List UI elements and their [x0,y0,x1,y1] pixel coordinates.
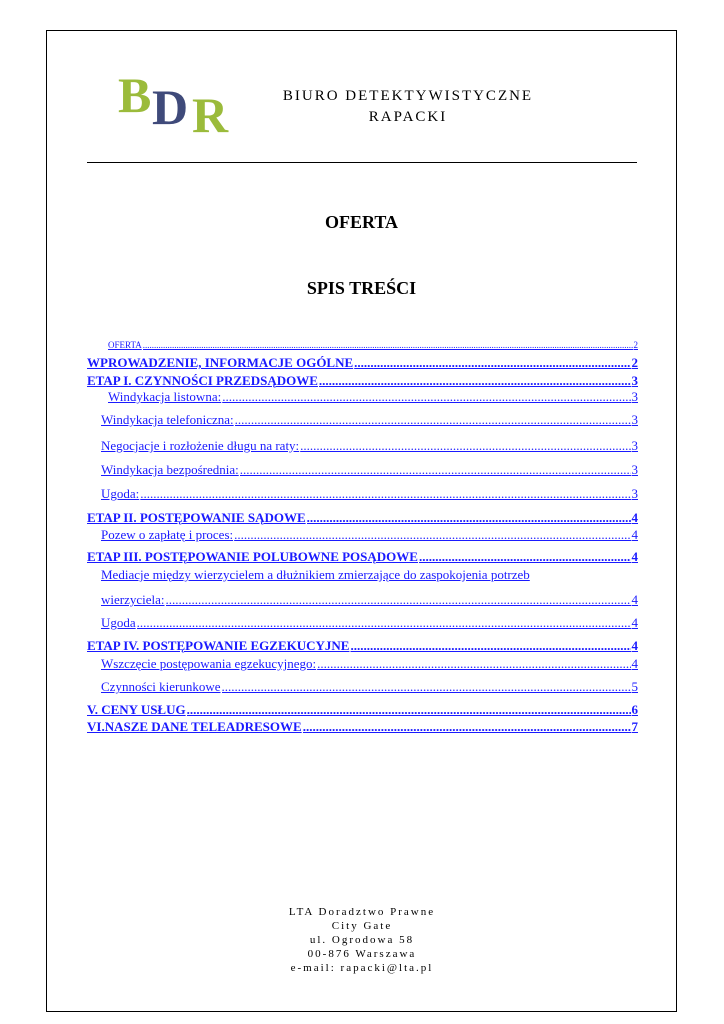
toc-leader-dots [350,638,630,654]
toc-entry-page: 4 [631,615,638,630]
toc-leader-dots [187,702,631,718]
toc-entry-label: V. CENY USŁUG [87,702,186,717]
toc-entry-etap-4[interactable] [87,638,638,654]
toc-entry-page: 3 [631,438,638,453]
toc-entry-label: ETAP II. POSTĘPOWANIE SĄDOWE [87,510,306,525]
company-name-line1: BIURO DETEKTYWISTYCZNE [282,88,534,104]
company-logo [118,64,240,143]
toc-entry-label: WPROWADZENIE, INFORMACJE OGÓLNE [87,355,354,370]
toc-entry-mediacje-line1[interactable]: Mediacje między wierzycielem a dłużnikiem zmierzające do zaspokojenia potrzeb [101,567,530,582]
toc-entry-wprowadzenie[interactable] [87,355,638,371]
footer-company: LTA Doradztwo Prawne [288,906,436,918]
toc-entry-windykacja-bezposrednia[interactable] [101,462,638,478]
toc-entry-ceny-uslug[interactable] [87,702,638,718]
toc-entry-label: OFERTA [108,340,142,350]
logo-letter-d: D [152,79,189,135]
toc-entry-ugoda[interactable] [101,486,638,502]
footer-building: City Gate [331,920,393,932]
toc-entry-pozew[interactable] [101,527,638,543]
toc-entry-label: Negocjacje i rozłożenie długu na raty: [101,438,300,453]
toc-leader-dots [419,549,631,565]
toc-entry-page: 7 [631,719,638,734]
toc-entry-page: 4 [631,592,638,607]
toc-entry-windykacja-telefoniczna[interactable] [101,412,638,428]
toc-leader-dots [137,615,631,631]
toc-entry-windykacja-listowna[interactable] [108,389,638,405]
toc-entry-label: VI.NASZE DANE TELEADRESOWE [87,719,302,734]
toc-entry-page: 2 [631,355,638,370]
toc-entry-etap-2[interactable] [87,510,638,526]
toc-entry-page: 4 [631,549,638,564]
toc-leader-dots [303,719,631,735]
toc-leader-dots [240,462,631,478]
footer-address [246,905,478,975]
toc-leader-dots [222,679,631,695]
toc-title: SPIS TREŚCI [306,278,417,298]
toc-entry-label: Czynności kierunkowe [101,679,221,694]
toc-entry-label: ETAP IV. POSTĘPOWANIE EGZEKUCYJNE [87,638,350,653]
toc-entry-label: Ugoda: [101,486,140,501]
toc-entry-ugoda-2[interactable] [101,615,638,631]
toc-entry-page: 3 [631,412,638,427]
toc-entry-dane-teleadresowe[interactable] [87,719,638,735]
footer-street: ul. Ogrodowa 58 [309,934,415,946]
toc-leader-dots [307,510,631,526]
footer-email[interactable]: e-mail: rapacki@lta.pl [290,962,434,974]
toc-entry-page: 5 [631,679,638,694]
toc-entry-label: Pozew o zapłatę i proces: [101,527,234,542]
toc-entry-label: ETAP I. CZYNNOŚCI PRZEDSĄDOWE [87,373,318,388]
toc-entry-page: 3 [631,462,638,477]
toc-entry-label: ETAP III. POSTĘPOWANIE POLUBOWNE POSĄDOWE [87,549,418,564]
toc-entry-page: 4 [631,510,638,525]
toc-entry-negocjacje[interactable] [101,438,638,454]
toc-leader-dots [143,340,633,350]
logo-letter-b: B [118,67,152,123]
toc-leader-dots [166,592,631,608]
toc-entry-czynnosci-kierunkowe[interactable] [101,679,638,695]
toc-entry-page: 6 [631,702,638,717]
toc-entry-etap-1[interactable] [87,373,638,389]
toc-entry-label: Ugoda [101,615,136,630]
toc-entry-label: Windykacja listowna: [108,389,222,404]
toc-entry-label: wierzyciela: [101,592,165,607]
document-title: OFERTA [324,212,399,232]
toc-entry-page: 4 [631,656,638,671]
toc-entry-page: 4 [631,638,638,653]
toc-entry-page: 3 [631,373,638,388]
toc-entry-page: 2 [633,340,638,350]
toc-entry-page: 3 [631,389,638,404]
toc-entry-label: Windykacja bezpośrednia: [101,462,239,477]
toc-leader-dots [319,373,631,389]
toc-leader-dots [235,412,631,428]
toc-entry-etap-3[interactable] [87,549,638,565]
toc-entry-page: 3 [631,486,638,501]
toc-entry-label: Windykacja telefoniczna: [101,412,234,427]
toc-leader-dots [234,527,630,543]
toc-entry-mediacje[interactable] [101,592,638,608]
toc-entry-oferta[interactable] [108,340,638,350]
toc-entry-page: 4 [631,527,638,542]
toc-leader-dots [354,355,630,371]
footer-city: 00-876 Warszawa [307,948,417,960]
header-divider [87,162,637,163]
toc-leader-dots [317,656,630,672]
company-name-line2: RAPACKI [368,109,448,125]
company-name [258,86,558,128]
toc-leader-dots [222,389,630,405]
logo-letter-r: R [192,87,229,143]
toc-entry-wszczecie[interactable] [101,656,638,672]
toc-leader-dots [140,486,630,502]
toc-leader-dots [300,438,630,454]
toc-entry-label: Wszczęcie postępowania egzekucyjnego: [101,656,317,671]
